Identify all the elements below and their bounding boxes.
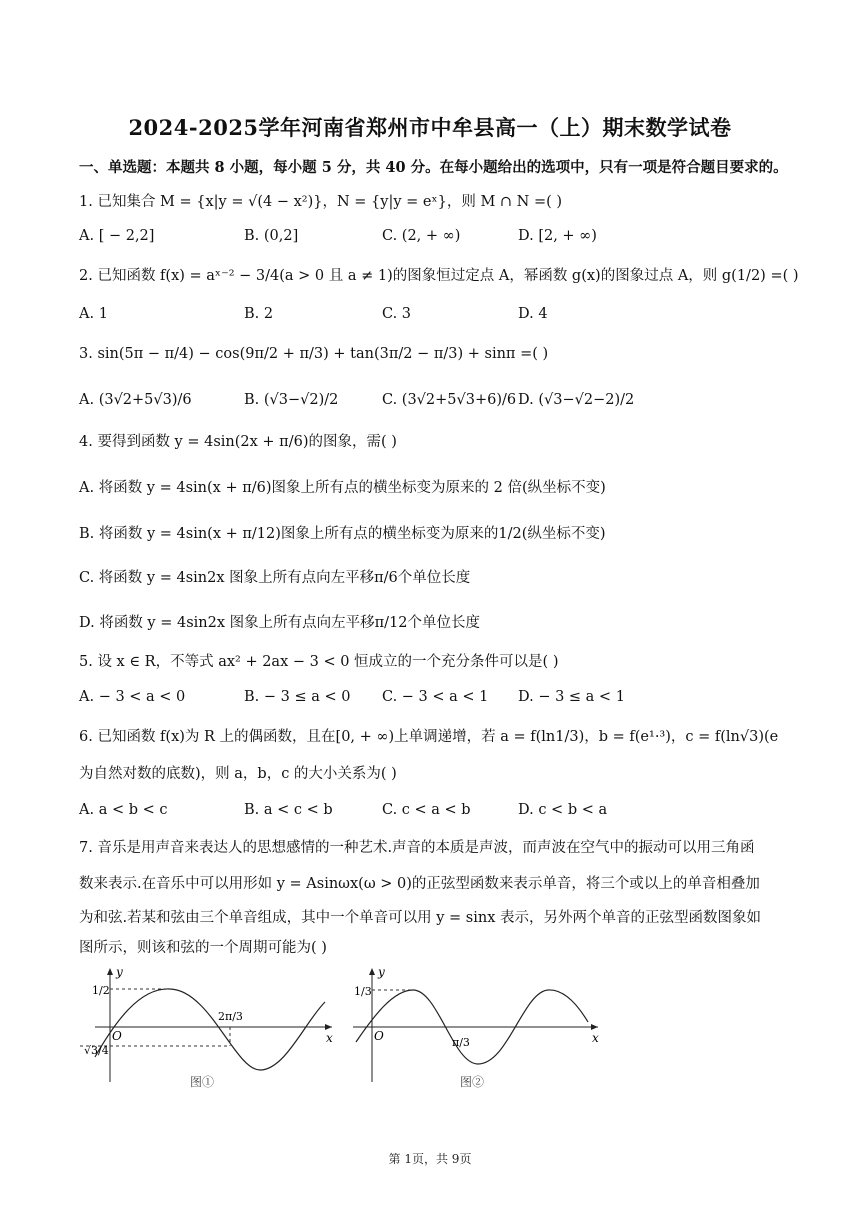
- figure-2-x-mark-label: π/3: [452, 1036, 470, 1049]
- question-2-option-c: C. 3: [382, 306, 412, 322]
- question-6-option-a: A. a < b < c: [79, 802, 168, 818]
- question-5-stem: 5. 设 x ∈ R，不等式 ax² + 2ax − 3 < 0 恒成立的一个充分条件可以是( ): [79, 654, 559, 670]
- question-2-stem: 2. 已知函数 f(x) = aˣ⁻² − 3/4(a > 0 且 a ≠ 1)的图象恒过定点 A，幂函数 g(x)的图象过点 A，则 g(1/2) =( ): [79, 268, 799, 284]
- question-1-stem: 1. 已知集合 M = {x|y = √(4 − x²)}，N = {y|y = eˣ}，则 M ∩ N =( ): [79, 194, 563, 210]
- question-1-option-c: C. (2, + ∞): [382, 228, 461, 244]
- question-6-option-c: C. c < a < b: [382, 802, 471, 818]
- question-6-option-b: B. a < c < b: [244, 802, 333, 818]
- question-6-stem-line-1: 6. 已知函数 f(x)为 R 上的偶函数，且在[0, + ∞)上单调递增，若 a = f(ln1/3)，b = f(e¹·³)，c = f(ln√3)(e: [79, 729, 779, 745]
- question-4-option-a: A. 将函数 y = 4sin(x + π/6)图象上所有点的横坐标变为原来的 2 倍(纵坐标不变): [79, 480, 606, 496]
- question-3-option-c: C. (3√2+5√3+6)/6: [382, 392, 517, 408]
- figure-2-y-label: y: [378, 965, 385, 979]
- figure-2-x-label: x: [592, 1031, 599, 1045]
- figure-1-caption: 图①: [190, 1075, 215, 1089]
- question-3-option-b: B. (√3−√2)/2: [244, 392, 339, 408]
- figure-2-sine-graph: [348, 962, 608, 1092]
- figure-1-y-top-label: 1/2: [92, 984, 110, 997]
- figure-1-curve: [95, 989, 325, 1070]
- question-7-stem-line-3: 为和弦.若某和弦由三个单音组成，其中一个单音可以用 y = sinx 表示，另外两个单音的正弦型函数图象如: [79, 910, 761, 926]
- question-5-option-a: A. − 3 < a < 0: [79, 689, 186, 705]
- figure-2-caption: 图②: [460, 1075, 485, 1089]
- question-3-stem: 3. sin(5π − π/4) − cos(9π/2 + π/3) + tan(3π/2 − π/3) + sinπ =( ): [79, 346, 549, 362]
- figure-2-y-arrow-icon: [369, 968, 375, 975]
- section-heading: 一、单选题：本题共 8 小题，每小题 5 分，共 40 分。在每小题给出的选项中，只有一项是符合题目要求的。: [79, 159, 788, 176]
- question-6-option-d: D. c < b < a: [518, 802, 608, 818]
- question-3-option-a: A. (3√2+5√3)/6: [79, 392, 192, 408]
- question-4-stem: 4. 要得到函数 y = 4sin(2x + π/6)的图象，需( ): [79, 434, 397, 450]
- question-5-option-c: C. − 3 < a < 1: [382, 689, 489, 705]
- question-1-option-a: A. [ − 2,2]: [79, 228, 155, 244]
- figure-1-x-arrow-icon: [325, 1024, 332, 1030]
- question-4-option-b: B. 将函数 y = 4sin(x + π/12)图象上所有点的横坐标变为原来的1/2(纵坐标不变): [79, 526, 606, 542]
- question-7-stem-line-1: 7. 音乐是用声音来表达人的思想感情的一种艺术.声音的本质是声波，而声波在空气中的振动可以用三角函: [79, 840, 755, 856]
- question-1-option-b: B. (0,2]: [244, 228, 299, 244]
- question-7-stem-line-2: 数来表示.在音乐中可以用形如 y = Asinωx(ω > 0)的正弦型函数来表示单音，将三个或以上的单音相叠加: [79, 876, 760, 892]
- question-6-stem-line-2: 为自然对数的底数)，则 a，b，c 的大小关系为( ): [79, 766, 397, 782]
- question-1-option-d: D. [2, + ∞): [518, 228, 597, 244]
- page-title: 2024-2025学年河南省郑州市中牟县高一（上）期末数学试卷: [128, 115, 732, 140]
- question-2-option-a: A. 1: [79, 306, 108, 322]
- page-footer: 第 1页，共 9页: [388, 1152, 472, 1166]
- figure-1-y-arrow-icon: [107, 968, 113, 975]
- question-2-option-b: B. 2: [244, 306, 274, 322]
- question-7-stem-line-4: 图所示，则该和弦的一个周期可能为( ): [79, 940, 327, 956]
- figure-1-sine-graph: [70, 962, 340, 1092]
- question-2-option-d: D. 4: [518, 306, 548, 322]
- question-4-option-c: C. 将函数 y = 4sin2x 图象上所有点向左平移π/6个单位长度: [79, 570, 471, 586]
- figure-2-x-arrow-icon: [591, 1024, 598, 1030]
- figure-1-origin-label: O: [112, 1029, 122, 1043]
- figure-1-x-mark-label: 2π/3: [218, 1010, 243, 1023]
- figure-2-y-top-label: 1/3: [354, 985, 372, 998]
- question-4-option-d: D. 将函数 y = 4sin2x 图象上所有点向左平移π/12个单位长度: [79, 615, 481, 631]
- figure-1-x-label: x: [326, 1031, 333, 1045]
- figure-2-origin-label: O: [374, 1029, 384, 1043]
- question-3-option-d: D. (√3−√2−2)/2: [518, 392, 635, 408]
- question-5-option-b: B. − 3 ≤ a < 0: [244, 689, 351, 705]
- figure-1-y-label: y: [116, 965, 123, 979]
- question-5-option-d: D. − 3 ≤ a < 1: [518, 689, 625, 705]
- figure-1-y-bottom-label: √3/4: [84, 1044, 109, 1057]
